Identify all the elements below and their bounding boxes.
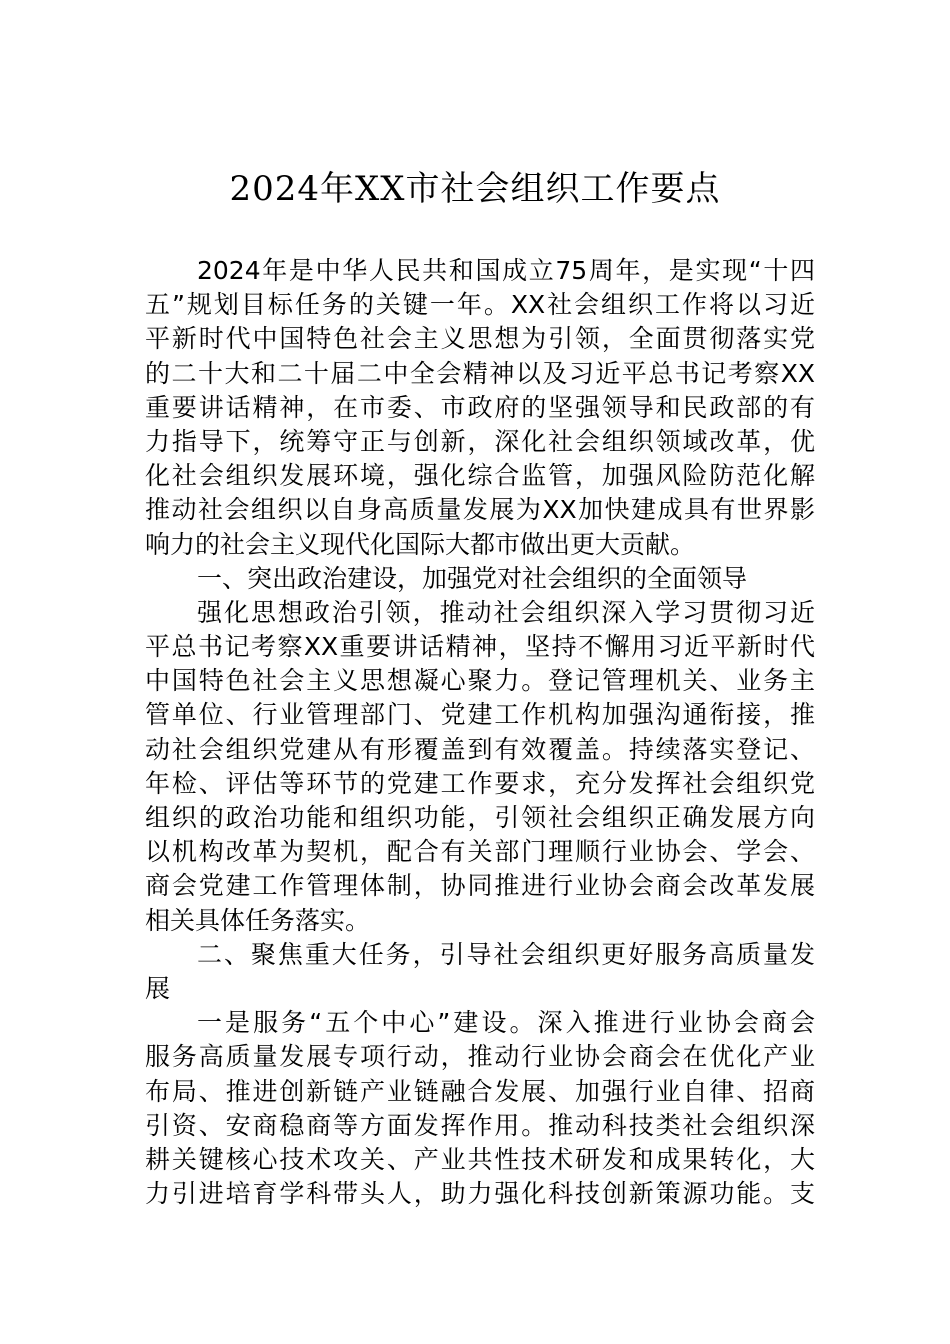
section-heading-1: 一、突出政治建设，加强党对社会组织的全面领导 xyxy=(197,563,748,593)
text-line-26: 引资、安商稳商等方面发挥作用。推动科技类社会组织深 xyxy=(145,1110,815,1140)
text-line-14: 管单位、行业管理部门、党建工作机构加强沟通衔接，推 xyxy=(145,700,815,730)
document-body xyxy=(145,254,815,1211)
text-line-28: 力引进培育学科带头人，助力强化科技创新策源功能。支 xyxy=(145,1179,815,1209)
text-line-25: 布局、推进创新链产业链融合发展、加强行业自律、招商 xyxy=(145,1076,815,1106)
section-heading-2: 二、聚焦重大任务，引导社会组织更好服务高质量发 xyxy=(197,939,815,969)
text-line-24: 服务高质量发展专项行动，推动行业协会商会在优化产业 xyxy=(145,1042,815,1072)
text-line-5: 重要讲话精神，在市委、市政府的坚强领导和民政部的有 xyxy=(145,392,815,422)
text-line-1: 2024年是中华人民共和国成立75周年，是实现“十四 xyxy=(197,256,815,285)
text-line-6: 力指导下，统筹守正与创新，深化社会组织领域改革，优 xyxy=(145,426,815,456)
text-line-2: 五”规划目标任务的关键一年。XX社会组织工作将以习近 xyxy=(145,290,815,320)
document-title: 2024年XX市社会组织工作要点 xyxy=(229,169,721,209)
text-line-9: 响力的社会主义现代化国际大都市做出更大贡献。 xyxy=(145,529,696,559)
text-line-17: 组织的政治功能和组织功能，引领社会组织正确发展方向 xyxy=(145,803,815,832)
text-line-4: 的二十大和二十届二中全会精神以及习近平总书记考察XX xyxy=(145,358,815,388)
text-line-11: 强化思想政治引领，推动社会组织深入学习贯彻习近 xyxy=(197,597,815,627)
text-line-27: 耕关键核心技术攻关、产业共性技术研发和成果转化，大 xyxy=(145,1144,815,1174)
section-heading-2-cont: 展 xyxy=(145,973,171,1003)
text-line-23: 一是服务“五个中心”建设。深入推进行业协会商会 xyxy=(197,1008,815,1038)
text-line-15: 动社会组织党建从有形覆盖到有效覆盖。持续落实登记、 xyxy=(145,734,815,764)
text-line-16: 年检、评估等环节的党建工作要求，充分发挥社会组织党 xyxy=(145,768,815,798)
text-line-13: 中国特色社会主义思想凝心聚力。登记管理机关、业务主 xyxy=(145,666,815,696)
text-line-20: 相关具体任务落实。 xyxy=(145,905,371,935)
text-line-7: 化社会组织发展环境，强化综合监管，加强风险防范化解 xyxy=(145,461,815,491)
text-line-18: 以机构改革为契机，配合有关部门理顺行业协会、学会、 xyxy=(145,837,815,867)
text-line-8: 推动社会组织以自身高质量发展为XX加快建成具有世界影 xyxy=(145,495,815,525)
text-line-12: 平总书记考察XX重要讲话精神，坚持不懈用习近平新时代 xyxy=(145,632,815,662)
text-line-3: 平新时代中国特色社会主义思想为引领，全面贯彻落实党 xyxy=(145,324,815,354)
text-line-19: 商会党建工作管理体制，协同推进行业协会商会改革发展 xyxy=(145,871,815,901)
